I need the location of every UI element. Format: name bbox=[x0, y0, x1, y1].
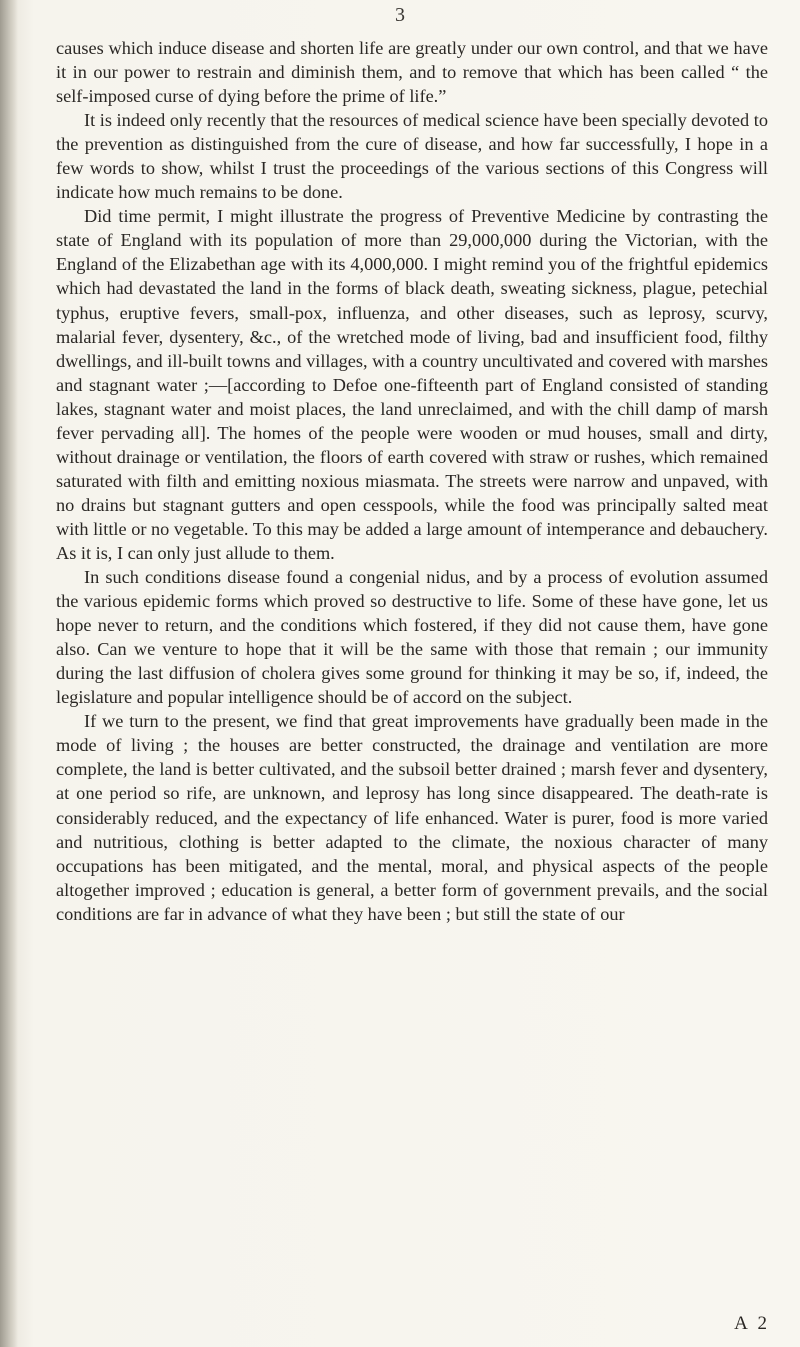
paragraph-3: Did time permit, I might illustrate the progress of Preventive Medicine by contrasting the state of England with its population of more than 29,000,000 during the Victorian, with the England of the Elizabethan age with its 4,000,000. I might remind you of the frightful epidemics which had devastated the land in the forms of black death, sweating sickness, plague, petechial typhus, eruptive fevers, small-pox, influenza, and other diseases, such as leprosy, scurvy, malarial fever, dysentery, &c., of the wretched mode of living, bad and insufficient food, filthy dwellings, and ill-built towns and villages, with a country uncultivated and covered with marshes and stagnant water ;—[according to Defoe one-fifteenth part of England consisted of standing lakes, stagnant water and moist places, the land unreclaimed, and with the chill damp of marsh fever pervading all]. The homes of the people were wooden or mud houses, small and dirty, without drainage or ventilation, the floors of earth covered with straw or rushes, which remained saturated with filth and emitting noxious miasmata. The streets were narrow and unpaved, with no drains but stagnant gutters and open cesspools, while the food was principally salted meat with little or no vegetable. To this may be added a large amount of intemperance and debauchery. As it is, I can only just allude to them. bbox=[56, 206, 768, 563]
paragraph-4: In such conditions disease found a congenial nidus, and by a process of evolution assumed the various epidemic forms which proved so destructive to life. Some of these have gone, let us hope never to return, and the conditions which fostered, if they did not cause them, have gone also. Can we venture to hope that it will be the same with those that remain ; our immunity during the last diffusion of cholera gives some ground for thinking it may be so, if, indeed, the legislature and popular intelligence should be of accord on the subject. bbox=[56, 567, 768, 708]
body-text bbox=[56, 36, 768, 926]
signature-mark: A 2 bbox=[734, 1313, 770, 1334]
page-binding-edge bbox=[0, 0, 18, 1347]
paragraph-5: If we turn to the present, we find that great improvements have gradually been made in the mode of living ; the houses are better constructed, the drainage and ventilation are more complete, the land is better cultivated, and the subsoil better drained ; marsh fever and dysentery, at one period so rife, are unknown, and leprosy has long since disappeared. The death-rate is considerably reduced, and the expectancy of life enhanced. Water is purer, food is more varied and nutritious, clothing is better adapted to the climate, the noxious character of many occupations has been mitigated, and the mental, moral, and physical aspects of the people altogether improved ; education is general, a better form of government prevails, and the social conditions are far in advance of what they have been ; but still the state of our bbox=[56, 711, 768, 924]
paragraph-1: causes which induce disease and shorten life are greatly under our own control, and that we have it in our power to restrain and diminish them, and to remove that which has been called “ the self-imposed curse of dying before the prime of life.” bbox=[56, 38, 768, 107]
page-number: 3 bbox=[395, 4, 405, 26]
paragraph-2: It is indeed only recently that the resources of medical science have been specially devoted to the prevention as distinguished from the cure of disease, and how far successfully, I hope in a few words to show, whilst I trust the proceedings of the various sections of this Congress will indicate how much remains to be done. bbox=[56, 110, 768, 203]
